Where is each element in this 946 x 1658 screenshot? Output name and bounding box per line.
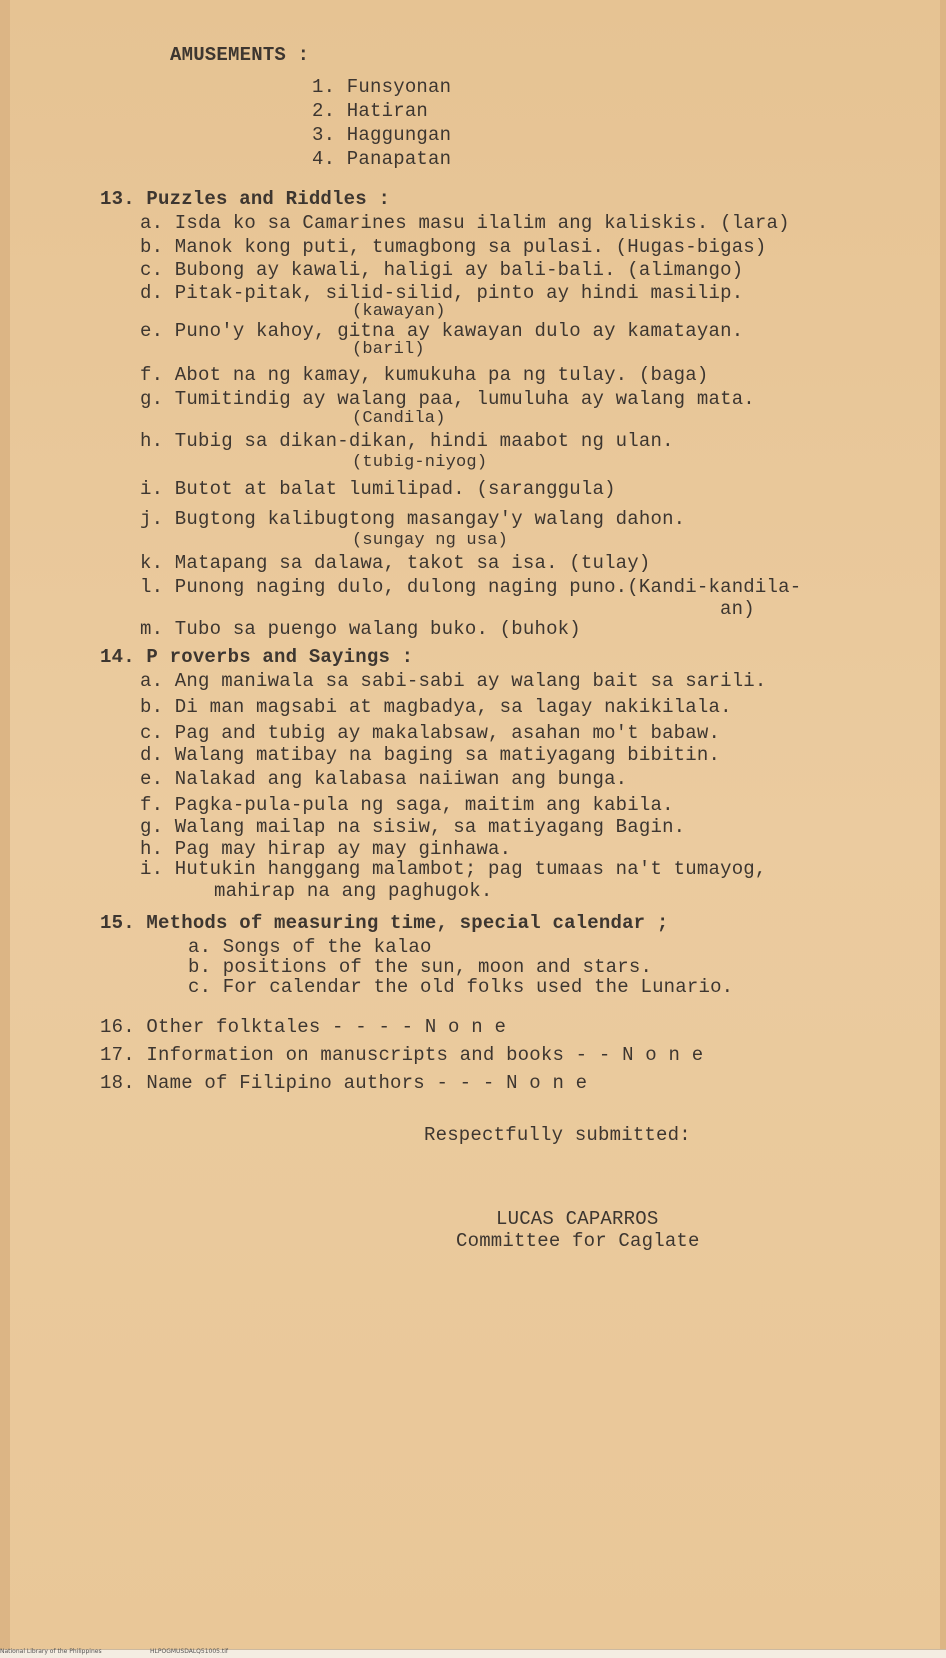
signatory-name: LUCAS CAPARROS — [496, 1208, 659, 1230]
proverb-line: c. Pag and tubig ay makalabsaw, asahan mo't babaw. — [140, 722, 721, 744]
riddle-answer: (tubig-niyog) — [352, 453, 488, 472]
signatory-role: Committee for Caglate — [456, 1230, 700, 1252]
authors-line: 18. Name of Filipino authors - - - N o n e — [100, 1072, 588, 1094]
manuscripts-line: 17. Information on manuscripts and books - - N o n e — [100, 1044, 704, 1066]
amusement-item: 1. Funsyonan — [312, 76, 452, 98]
calendar-line: b. positions of the sun, moon and stars. — [188, 956, 653, 978]
amusement-item: 4. Panapatan — [312, 148, 452, 170]
proverb-line: b. Di man magsabi at magbadya, sa lagay nakikilala. — [140, 696, 732, 718]
amusements-heading: AMUSEMENTS : — [170, 44, 310, 66]
proverb-line: h. Pag may hirap ay may ginhawa. — [140, 838, 512, 860]
riddle-line: j. Bugtong kalibugtong masangay'y walang dahon. — [140, 508, 686, 530]
proverb-line: g. Walang mailap na sisiw, sa matiyagang Bagin. — [140, 816, 686, 838]
riddle-answer: (baril) — [352, 340, 425, 359]
amusement-item: 3. Haggungan — [312, 124, 452, 146]
calendar-heading: 15. Methods of measuring time, special calendar ; — [100, 912, 669, 934]
riddle-line: e. Puno'y kahoy, gitna ay kawayan dulo ay kamatayan. — [140, 320, 744, 342]
riddle-line: l. Punong naging dulo, dulong naging puno.(Kandi-kandila- — [140, 576, 802, 598]
riddle-answer: (sungay ng usa) — [352, 531, 509, 550]
riddle-line: g. Tumitindig ay walang paa, lumuluha ay walang mata. — [140, 388, 755, 410]
footer-source: National Library of the Philippines — [0, 1648, 102, 1655]
riddle-line: a. Isda ko sa Camarines masu ilalim ang kaliskis. (lara) — [140, 212, 790, 234]
amusement-item: 2. Hatiran — [312, 100, 429, 122]
scan-footer — [0, 1649, 946, 1658]
riddle-line: b. Manok kong puti, tumagbong sa pulasi. (Hugas-bigas) — [140, 236, 767, 258]
calendar-line: a. Songs of the kalao — [188, 936, 432, 958]
proverb-line: i. Hutukin hanggang malambot; pag tumaas na't tumayog, — [140, 858, 767, 880]
riddle-line: k. Matapang sa dalawa, takot sa isa. (tulay) — [140, 552, 651, 574]
riddle-line: d. Pitak-pitak, silid-silid, pinto ay hindi masilip. — [140, 282, 744, 304]
riddle-line: i. Butot at balat lumilipad. (saranggula) — [140, 478, 616, 500]
proverb-line: f. Pagka-pula-pula ng saga, maitim ang kabila. — [140, 794, 674, 816]
calendar-line: c. For calendar the old folks used the Lunario. — [188, 976, 734, 998]
proverbs-heading: 14. P roverbs and Sayings : — [100, 646, 414, 668]
proverb-line: d. Walang matibay na baging sa matiyagang bibitin. — [140, 744, 721, 766]
riddle-answer: (Candila) — [352, 409, 446, 428]
closing-submitted: Respectfully submitted: — [424, 1124, 691, 1146]
page-edge-right — [940, 0, 946, 1658]
page-edge-left — [0, 0, 10, 1658]
proverb-line: a. Ang maniwala sa sabi-sabi ay walang bait sa sarili. — [140, 670, 767, 692]
proverb-line: e. Nalakad ang kalabasa naiiwan ang bunga. — [140, 768, 628, 790]
riddle-answer: an) — [720, 598, 755, 620]
footer-filename: HLPOGMUSDALQ51005.tif — [150, 1648, 229, 1655]
riddle-answer: (kawayan) — [352, 302, 446, 321]
other-folktales-line: 16. Other folktales - - - - N o n e — [100, 1016, 507, 1038]
riddle-line: c. Bubong ay kawali, haligi ay bali-bali. (alimango) — [140, 259, 744, 281]
riddles-heading: 13. Puzzles and Riddles : — [100, 188, 391, 210]
proverb-line: mahirap na ang paghugok. — [214, 880, 493, 902]
riddle-line: m. Tubo sa puengo walang buko. (buhok) — [140, 618, 581, 640]
riddle-line: f. Abot na ng kamay, kumukuha pa ng tulay. (baga) — [140, 364, 709, 386]
riddle-line: h. Tubig sa dikan-dikan, hindi maabot ng ulan. — [140, 430, 674, 452]
